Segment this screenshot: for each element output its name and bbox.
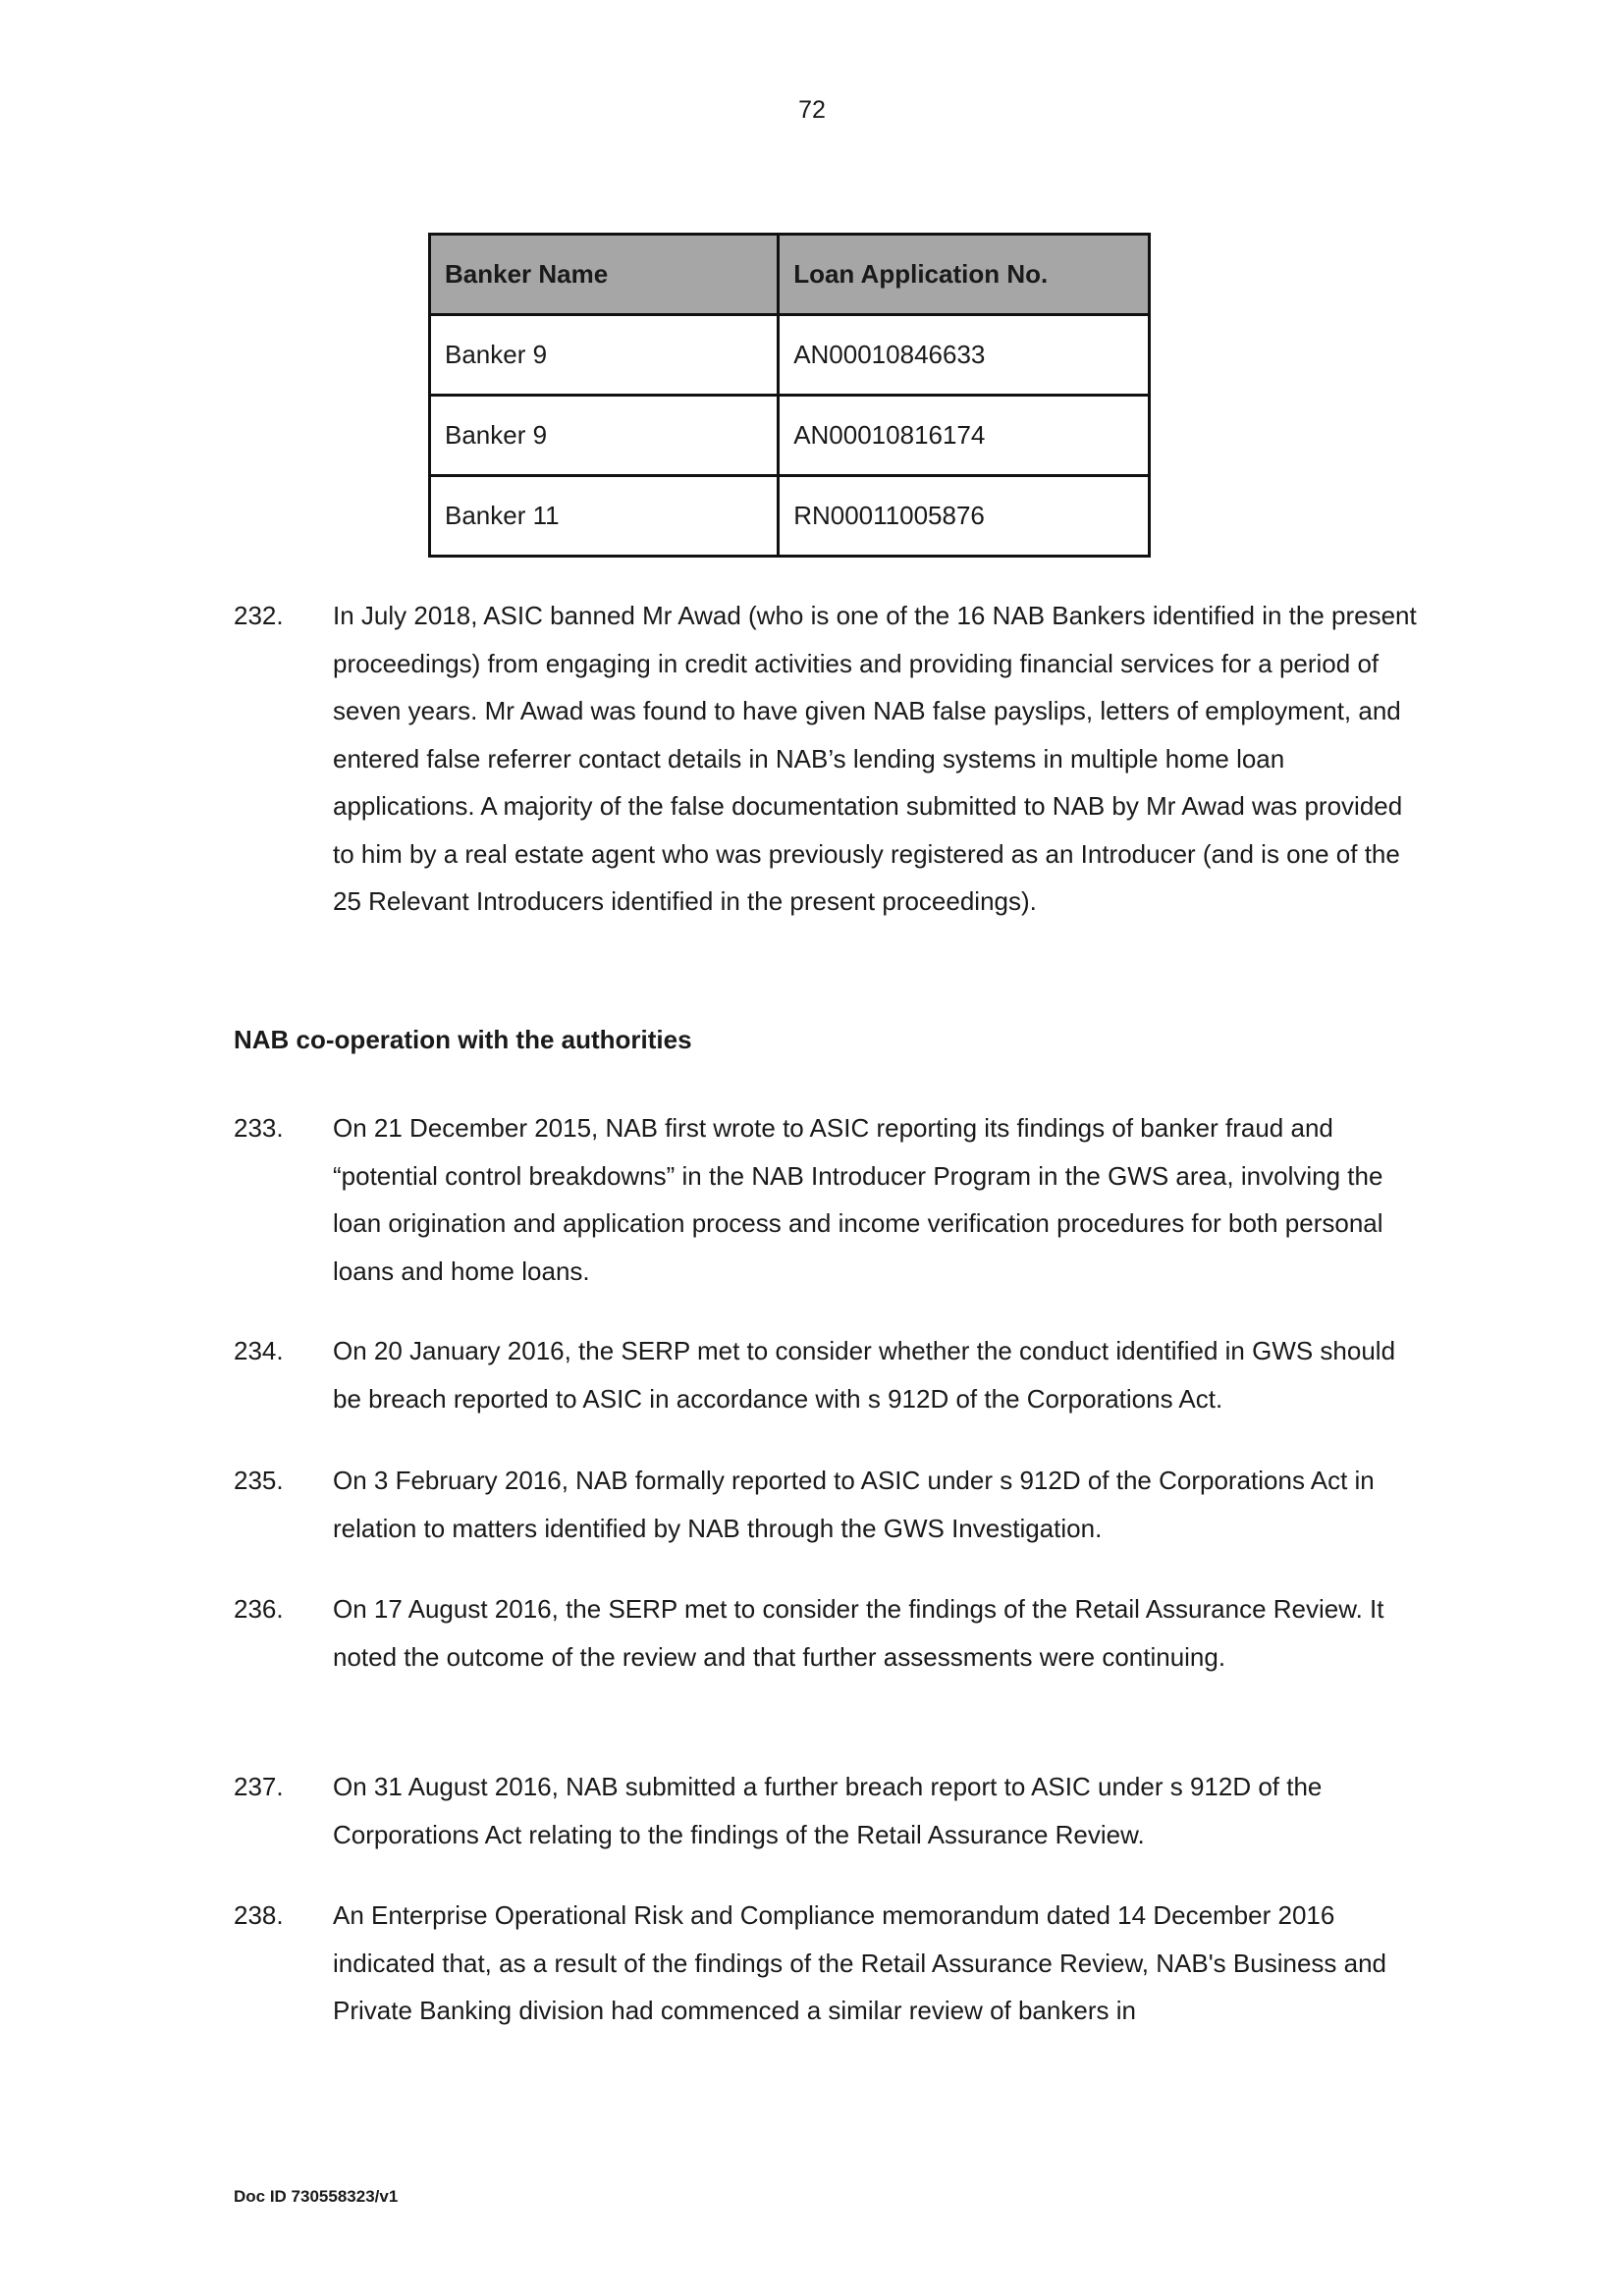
table-header-row — [430, 235, 1150, 315]
table-cell-loan-application-no: AN00010846633 — [779, 315, 1150, 396]
paragraph-number: 236. — [234, 1594, 284, 1624]
paragraph-text: In July 2018, ASIC banned Mr Awad (who is one of the 16 NAB Bankers identified in the present proceedings) from engaging in credit activities and providing financial services for a period of seven years. Mr Awad was found to have given NAB false payslips, letters of employment, and entered false referrer contact details in NAB’s lending systems in multiple home loan applications. A majority of the false documentation submitted to NAB by Mr Awad was provided to him by a real estate agent who was previously registered as an Introducer (and is one of the 25 Relevant Introducers identified in the present proceedings). — [333, 601, 1417, 916]
table-row — [430, 315, 1150, 396]
paragraph-234 — [234, 1327, 1422, 1422]
paragraph-text: On 31 August 2016, NAB submitted a further breach report to ASIC under s 912D of the Corporations Act relating to the findings of the Retail Assurance Review. — [333, 1772, 1323, 1849]
table-cell-banker-name: Banker 9 — [430, 396, 779, 476]
banker-loan-table — [428, 233, 1151, 558]
table-cell-banker-name: Banker 9 — [430, 315, 779, 396]
paragraph-number: 233. — [234, 1113, 284, 1143]
paragraph-235 — [234, 1457, 1422, 1552]
paragraph-232 — [234, 592, 1422, 926]
table-cell-loan-application-no: RN00011005876 — [779, 476, 1150, 557]
section-heading: NAB co-operation with the authorities — [234, 1025, 692, 1054]
paragraph-text: On 21 December 2015, NAB first wrote to ASIC reporting its findings of banker fraud and “potential control breakdowns” in the NAB Introducer Program in the GWS area, involving the loan origination and application process and income verification procedures for both personal loans and home loans. — [333, 1113, 1383, 1286]
table-cell-banker-name: Banker 11 — [430, 476, 779, 557]
paragraph-text: On 3 February 2016, NAB formally reported to ASIC under s 912D of the Corporations Act in relation to matters identified by NAB through the GWS Investigation. — [333, 1466, 1375, 1543]
paragraph-236 — [234, 1585, 1422, 1681]
paragraph-number: 238. — [234, 1900, 284, 1930]
table-row — [430, 396, 1150, 476]
paragraph-text: On 20 January 2016, the SERP met to consider whether the conduct identified in GWS should be breach reported to ASIC in accordance with s 912D of the Corporations Act. — [333, 1336, 1396, 1414]
column-header-banker-name: Banker Name — [430, 235, 779, 315]
page-number: 72 — [798, 96, 826, 124]
paragraph-text: An Enterprise Operational Risk and Compliance memorandum dated 14 December 2016 indicated that, as a result of the findings of the Retail Assurance Review, NAB's Business and Private Banking division had commenced a similar review of bankers in — [333, 1900, 1387, 2025]
column-header-loan-application-no: Loan Application No. — [779, 235, 1150, 315]
paragraph-233 — [234, 1104, 1422, 1295]
paragraph-number: 232. — [234, 601, 284, 630]
paragraph-number: 237. — [234, 1772, 284, 1801]
table-cell-loan-application-no: AN00010816174 — [779, 396, 1150, 476]
paragraph-number: 234. — [234, 1336, 284, 1365]
document-id-footer: Doc ID 730558323/v1 — [234, 2187, 399, 2206]
paragraph-text: On 17 August 2016, the SERP met to consider the findings of the Retail Assurance Review. It noted the outcome of the review and that further assessments were continuing. — [333, 1594, 1384, 1672]
paragraph-238 — [234, 1892, 1422, 2035]
table-row — [430, 476, 1150, 557]
paragraph-number: 235. — [234, 1466, 284, 1495]
paragraph-237 — [234, 1763, 1422, 1858]
